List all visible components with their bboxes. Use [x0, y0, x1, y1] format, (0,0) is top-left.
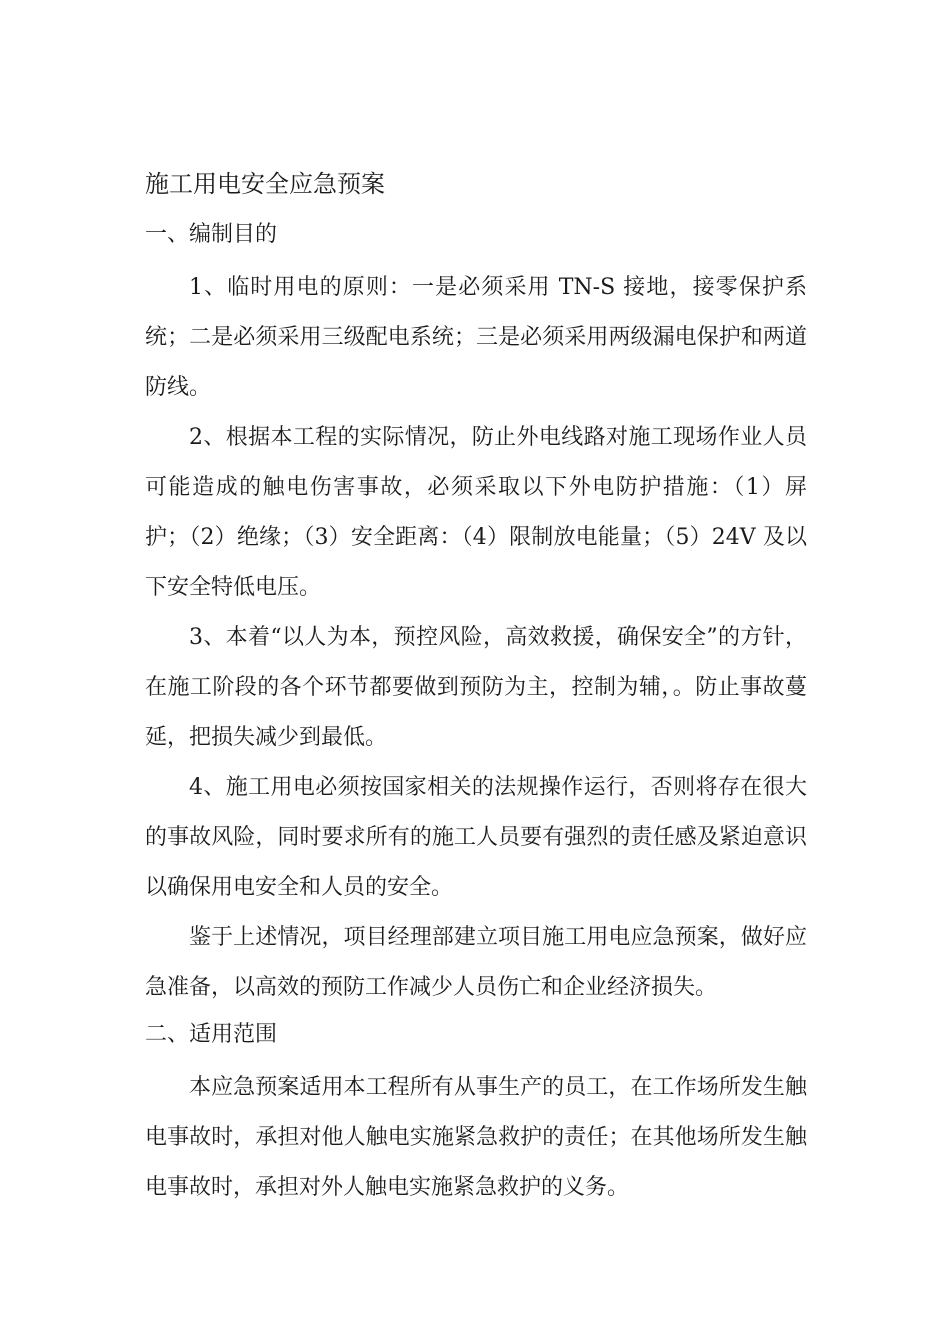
paragraph-regulation-compliance: 4、施工用电必须按国家相关的法规操作运行，否则将存在很大的事故风险，同时要求所有的施工人员要有强烈的责任感及紧迫意识以确保用电安全和人员的安全。 — [145, 775, 807, 900]
paragraph-protection-measures: 2、根据本工程的实际情况，防止外电线路对施工现场作业人员可能造成的触电伤害事故，必须采取以下外电防护措施：（1）屏护；（2）绝缘；（3）安全距离：（4）限制放电能量；（5）24V 及以下安全特低电压。 — [145, 425, 807, 600]
paragraph-guiding-policy: 3、本着“以人为本，预控风险，高效救援，确保安全”的方针，在施工阶段的各个环节都要做到预防为主，控制为辅，。防止事故蔓延，把损失减少到最低。 — [145, 625, 807, 750]
paragraph-power-principles: 1、临时用电的原则：一是必须采用 TN-S 接地，接零保护系统；二是必须采用三级配电系统；三是必须采用两级漏电保护和两道防线。 — [145, 275, 807, 400]
paragraph-scope: 本应急预案适用本工程所有从事生产的员工，在工作场所发生触电事故时，承担对他人触电实施紧急救护的责任；在其他场所发生触电事故时，承担对外人触电实施紧急救护的义务。 — [145, 1075, 807, 1200]
document-body — [145, 162, 807, 1213]
document-title: 施工用电安全应急预案 — [145, 170, 385, 198]
paragraph-plan-establishment: 鉴于上述情况，项目经理部建立项目施工用电应急预案，做好应急准备，以高效的预防工作减少人员伤亡和企业经济损失。 — [145, 925, 807, 1000]
section-heading-scope: 二、适用范围 — [145, 1022, 278, 1047]
section-heading-purpose: 一、编制目的 — [145, 222, 278, 247]
